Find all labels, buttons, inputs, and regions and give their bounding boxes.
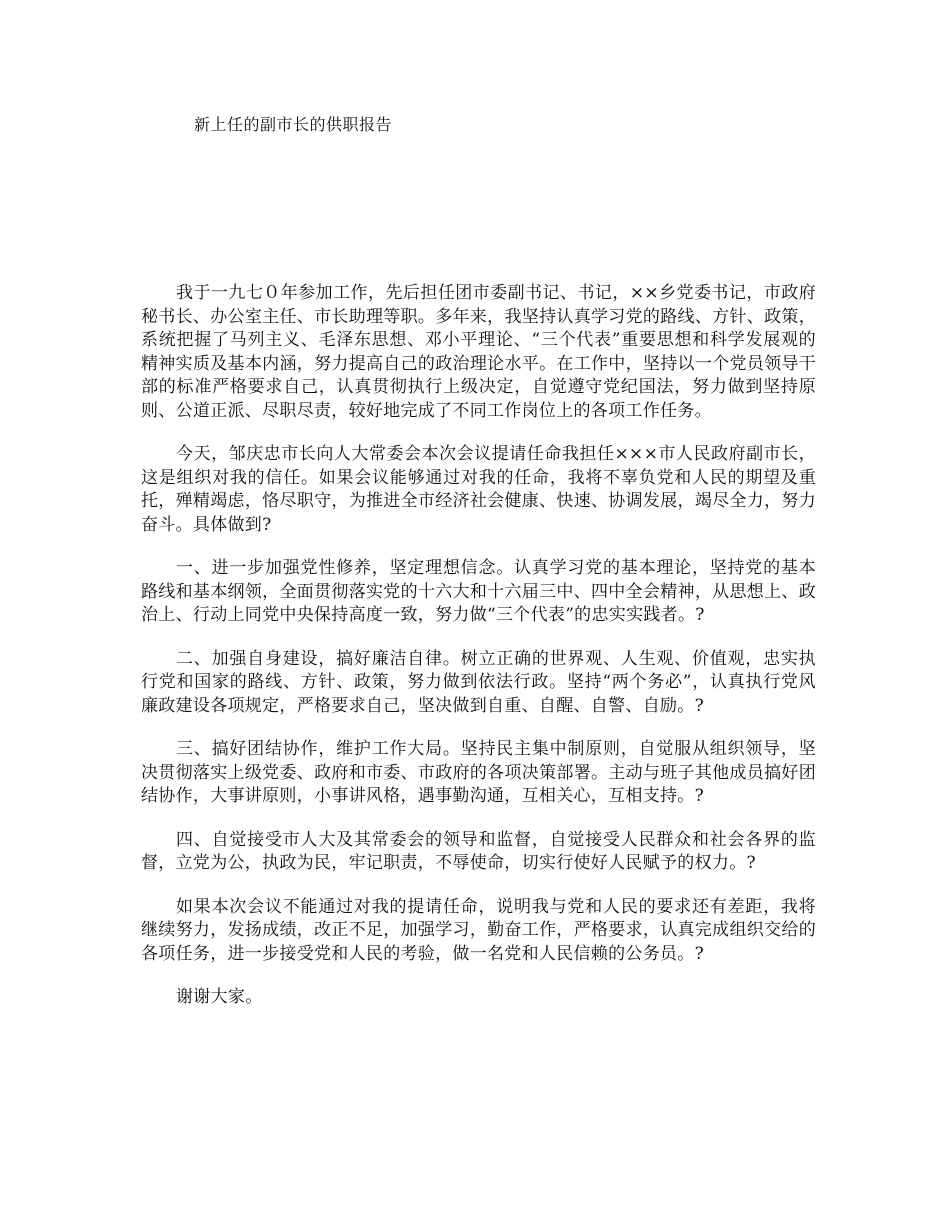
paragraph-point-one: 一、进一步加强党性修养，坚定理想信念。认真学习党的基本理论，坚持党的基本路线和基本纲领，全面贯彻落实党的十六大和十六届三中、四中全会精神，从思想上、政治上、行动上同党中央保持高度一致，努力做“三个代表”的忠实实践者。? xyxy=(141,558,816,625)
paragraph-point-four: 四、自觉接受市人大及其常委会的领导和监督，自觉接受人民群众和社会各界的监督，立党为公，执政为民，牢记职责，不辱使命，切实行使好人民赋予的权力。? xyxy=(141,829,816,873)
paragraph-point-three: 三、搞好团结协作，维护工作大局。坚持民主集中制原则，自觉服从组织领导，坚决贯彻落实上级党委、政府和市委、市政府的各项决策部署。主动与班子其他成员搞好团结协作，大事讲原则，小事讲风格，遇事勤沟通，互相关心，互相支持。? xyxy=(141,739,816,806)
paragraph-work-history: 我于一九七０年参加工作，先后担任团市委副书记、书记，××乡党委书记，市政府秘书长、办公室主任、市长助理等职。多年来，我坚持认真学习党的路线、方针、政策，系统把握了马列主义、毛泽东思想、邓小平理论、“三个代表”重要思想和科学发展观的精神实质及基本内涵，努力提高自己的政治理论水平。在工作中，坚持以一个党员领导干部的标准严格要求自己，认真贯彻执行上级决定，自觉遵守党纪国法，努力做到坚持原则、公道正派、尽职尽责，较好地完成了不同工作岗位上的各项工作任务。 xyxy=(141,283,816,421)
paragraph-appointment: 今天，邹庆忠市长向人大常委会本次会议提请任命我担任×××市人民政府副市长，这是组织对我的信任。如果会议能够通过对我的任命，我将不辜负党和人民的期望及重托，殚精竭虑，恪尽职守，为推进全市经济社会健康、快速、协调发展，竭尽全力，努力奋斗。具体做到? xyxy=(141,444,816,535)
document-body xyxy=(141,282,816,1030)
paragraph-thanks: 谢谢大家。 xyxy=(176,987,263,1007)
document-title: 新上任的副市长的供职报告 xyxy=(194,115,393,134)
paragraph-if-not-approved: 如果本次会议不能通过对我的提请任命，说明我与党和人民的要求还有差距，我将继续努力，发扬成绩，改正不足，加强学习，勤奋工作，严格要求，认真完成组织交给的各项任务，进一步接受党和人民的考验，做一名党和人民信赖的公务员。? xyxy=(141,896,816,964)
paragraph-point-two: 二、加强自身建设，搞好廉洁自律。树立正确的世界观、人生观、价值观，忠实执行党和国家的路线、方针、政策，努力做到依法行政。坚持“两个务必”，认真执行党风廉政建设各项规定，严格要求自己，坚决做到自重、自醒、自警、自励。? xyxy=(141,648,816,716)
